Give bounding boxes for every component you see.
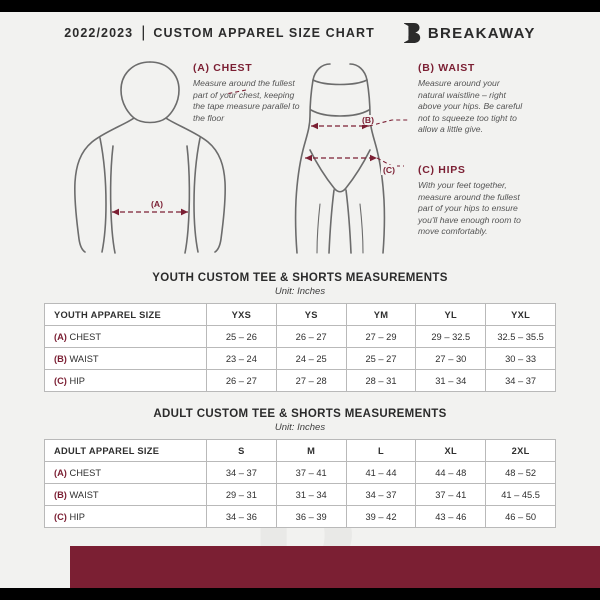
- adult-table-block: [0, 408, 600, 528]
- youth-chest-yl: 29 – 32.5: [416, 326, 486, 348]
- page-header: [0, 12, 600, 54]
- adult-chest-xl: 44 – 48: [416, 462, 486, 484]
- adult-hip-l: 39 – 42: [346, 506, 416, 528]
- adult-waist-2xl: 41 – 45.5: [486, 484, 556, 506]
- note-hips-body: With your feet together, measure around the fullest part of your hips to ensure you'll have enough room to move comfortably.: [418, 180, 521, 237]
- adult-chest-l: 41 – 44: [346, 462, 416, 484]
- adult-table-title: ADULT CUSTOM TEE & SHORTS MEASUREMENTS: [153, 408, 447, 420]
- youth-hip-yxl: 34 – 37: [486, 370, 556, 392]
- note-hips-title: (C) HIPS: [418, 164, 466, 176]
- adult-waist-l: 34 – 37: [346, 484, 416, 506]
- breakaway-b-logo-icon: [401, 21, 421, 45]
- adult-size-xl: XL: [416, 440, 486, 462]
- adult-row-waist-name: WAIST: [69, 489, 99, 500]
- adult-hip-2xl: 46 – 50: [486, 506, 556, 528]
- adult-chest-s: 34 – 37: [207, 462, 277, 484]
- table-row: [45, 506, 556, 528]
- adult-head-label: ADULT APPAREL SIZE: [45, 440, 207, 462]
- table-header-row: [45, 440, 556, 462]
- adult-row-hip-name: HIP: [69, 511, 85, 522]
- youth-waist-yxl: 30 – 33: [486, 348, 556, 370]
- adult-row-waist-label: [45, 484, 207, 506]
- adult-row-chest-tag: (A): [54, 467, 67, 478]
- youth-table-unit: Unit: Inches: [274, 286, 326, 297]
- youth-chest-ym: 27 – 29: [346, 326, 416, 348]
- youth-chest-ys: 26 – 27: [276, 326, 346, 348]
- youth-hip-yxs: 26 – 27: [207, 370, 277, 392]
- adult-waist-xl: 37 – 41: [416, 484, 486, 506]
- youth-hip-yl: 31 – 34: [416, 370, 486, 392]
- youth-row-hip-name: HIP: [69, 375, 85, 386]
- youth-size-yxs: YXS: [207, 304, 277, 326]
- youth-size-table: [44, 303, 556, 392]
- table-row: [45, 326, 556, 348]
- adult-size-2xl: 2XL: [486, 440, 556, 462]
- adult-hip-m: 36 – 39: [276, 506, 346, 528]
- adult-row-hip-tag: (C): [54, 511, 67, 522]
- youth-row-chest-name: CHEST: [69, 331, 102, 342]
- adult-row-chest-label: [45, 462, 207, 484]
- table-header-row: [45, 304, 556, 326]
- youth-waist-yl: 27 – 30: [416, 348, 486, 370]
- adult-size-l: L: [346, 440, 416, 462]
- table-row: [45, 348, 556, 370]
- top-band: [0, 0, 600, 12]
- youth-chest-yxl: 32.5 – 35.5: [486, 326, 556, 348]
- hips-dimension-label: (C): [383, 165, 395, 175]
- adult-chest-2xl: 48 – 52: [486, 462, 556, 484]
- youth-table-title: YOUTH CUSTOM TEE & SHORTS MEASUREMENTS: [152, 272, 448, 284]
- adult-waist-m: 31 – 34: [276, 484, 346, 506]
- note-hips: [418, 164, 526, 238]
- youth-row-waist-label: [45, 348, 207, 370]
- adult-table-unit: Unit: Inches: [274, 422, 326, 433]
- page-title: CUSTOM APPAREL SIZE CHART: [153, 26, 375, 40]
- table-row: [45, 484, 556, 506]
- youth-row-hip-tag: (C): [54, 375, 67, 386]
- note-chest: [193, 62, 305, 124]
- adult-row-waist-tag: (B): [54, 489, 67, 500]
- measurement-diagrams: [0, 54, 600, 266]
- youth-row-hip-label: [45, 370, 207, 392]
- youth-waist-ym: 25 – 27: [346, 348, 416, 370]
- youth-size-ym: YM: [346, 304, 416, 326]
- adult-size-table: [44, 439, 556, 528]
- note-chest-title: (A) CHEST: [193, 62, 253, 74]
- bottom-band: [0, 588, 600, 600]
- youth-head-label: YOUTH APPAREL SIZE: [45, 304, 207, 326]
- youth-chest-yxs: 25 – 26: [207, 326, 277, 348]
- youth-row-chest-label: [45, 326, 207, 348]
- table-row: [45, 462, 556, 484]
- header-season: 2022/2023: [64, 26, 134, 40]
- adult-chest-m: 37 – 41: [276, 462, 346, 484]
- youth-row-waist-tag: (B): [54, 353, 67, 364]
- youth-size-yxl: YXL: [486, 304, 556, 326]
- adult-hip-xl: 43 – 46: [416, 506, 486, 528]
- footer-accent-bar: [70, 546, 600, 588]
- note-waist: [418, 62, 526, 136]
- header-separator: |: [141, 24, 146, 41]
- brand-name: BREAKAWAY: [427, 24, 536, 42]
- adult-size-s: S: [207, 440, 277, 462]
- youth-hip-ym: 28 – 31: [346, 370, 416, 392]
- adult-row-hip-label: [45, 506, 207, 528]
- youth-waist-ys: 24 – 25: [276, 348, 346, 370]
- note-chest-body: Measure around the fullest part of your chest, keeping the tape measure parallel to the floor: [193, 78, 300, 123]
- brand-lockup: [401, 21, 536, 45]
- youth-size-yl: YL: [416, 304, 486, 326]
- youth-waist-yxs: 23 – 24: [207, 348, 277, 370]
- adult-size-m: M: [276, 440, 346, 462]
- youth-row-chest-tag: (A): [54, 331, 67, 342]
- youth-size-ys: YS: [276, 304, 346, 326]
- waist-dimension-label: (B): [362, 115, 374, 125]
- table-row: [45, 370, 556, 392]
- adult-hip-s: 34 – 36: [207, 506, 277, 528]
- note-waist-body: Measure around your natural waistline – right above your hips. Be careful not to squeeze too tight to allow a little give.: [418, 78, 523, 135]
- adult-row-chest-name: CHEST: [69, 467, 102, 478]
- note-waist-title: (B) WAIST: [418, 62, 476, 74]
- youth-table-block: [0, 272, 600, 392]
- youth-row-waist-name: WAIST: [69, 353, 99, 364]
- chest-dimension-label: (A): [151, 199, 163, 209]
- adult-waist-s: 29 – 31: [207, 484, 277, 506]
- youth-hip-ys: 27 – 28: [276, 370, 346, 392]
